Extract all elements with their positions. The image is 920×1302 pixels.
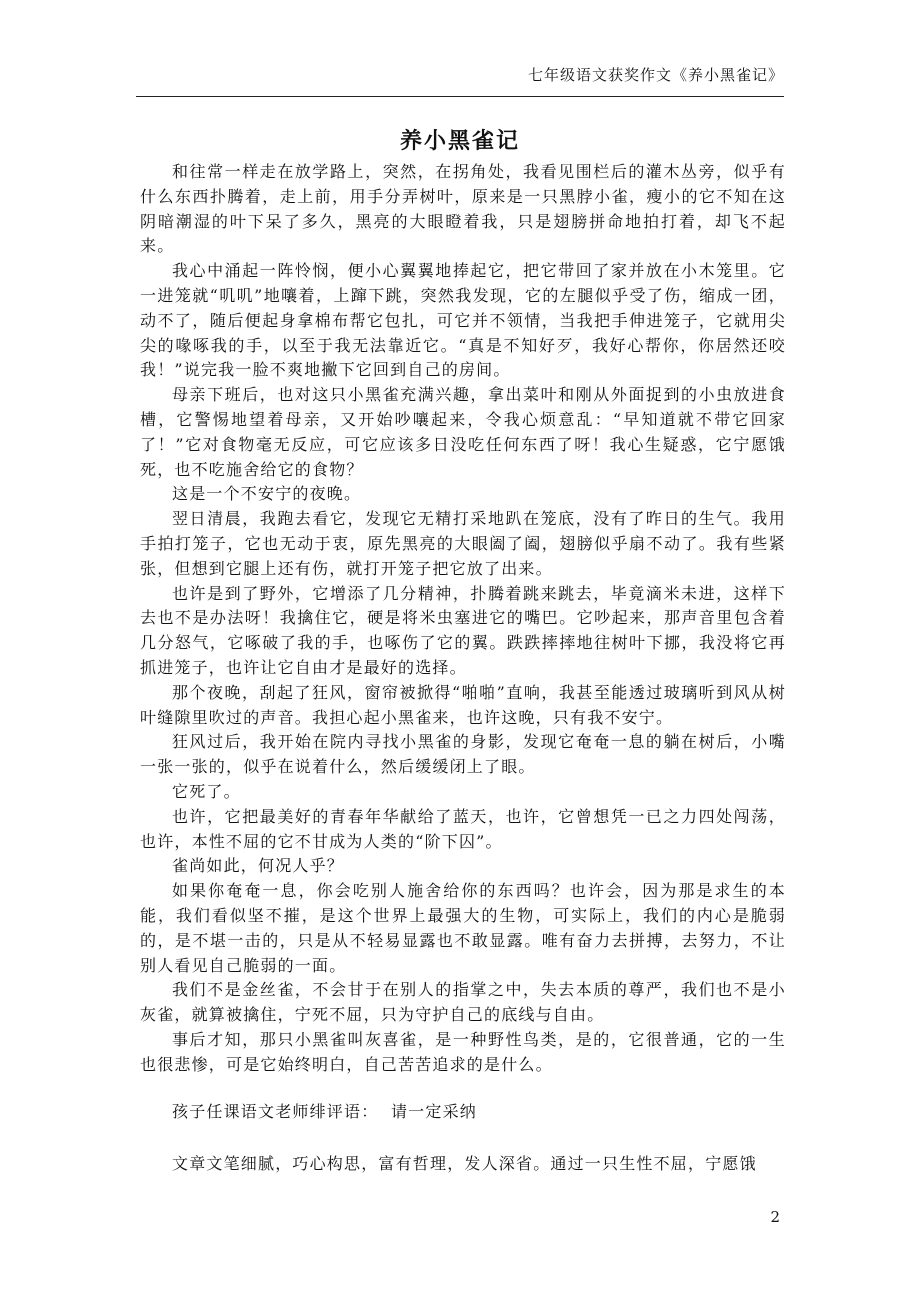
paragraph: 雀尚如此，何况人乎？ (172, 856, 345, 876)
paragraph: 如果你奄奄一息，你会吃别人施舍给你的东西吗？也许会，因为那是求生的本能，我们看似坚不摧，是这个世界上最强大的生物，可实际上，我们的内心是脆弱的，是不堪一击的，只是从不轻易显露也不敢显露。唯有奋力去拼搏，去努力，不让别人看见自己脆弱的一面。 (140, 881, 786, 975)
paragraph: 狂风过后，我开始在院内寻找小黑雀的身影，发现它奄奄一息的躺在树后，小嘴一张一张的，似乎在说着什么，然后缓缓闭上了眼。 (140, 732, 786, 777)
paragraph: 我心中涌起一阵怜悯，便小心翼翼地捧起它，把它带回了家并放在小木笼里。它一进笼就“叽叽”地嚷着，上蹿下跳，突然我发现，它的左腿似乎受了伤，缩成一团，动不了，随后便起身拿棉布帮它包扎，可它并不领情，当我把手伸进笼子，它就用尖尖的喙啄我的手，以至于我无法靠近它。“真是不知好歹，我好心帮你，你居然还咬我！”说完我一脸不爽地撇下它回到自己的房间。 (140, 261, 786, 380)
essay-body (140, 160, 786, 1077)
paragraph: 翌日清晨，我跑去看它，发现它无精打采地趴在笼底，没有了昨日的生气。我用手拍打笼子，它也无动于衷，原先黑亮的大眼阖了阖，翅膀似乎扇不动了。我有些紧张，但想到它腿上还有伤，就打开笼子把它放了出来。 (140, 509, 786, 578)
page-number: 2 (770, 1208, 780, 1226)
running-header: 七年级语文获奖作文《养小黑雀记》 (527, 66, 784, 84)
paragraph: 事后才知，那只小黑雀叫灰喜雀，是一种野性鸟类，是的，它很普通，它的一生也很悲惨，可是它始终明白，自己苦苦追求的是什么。 (140, 1029, 786, 1074)
essay-title: 养小黑雀记 (399, 128, 520, 154)
paragraph: 我们不是金丝雀，不会甘于在别人的指掌之中，失去本质的尊严，我们也不是小灰雀，就算被擒住，宁死不屈，只为守护自己的底线与自由。 (140, 980, 786, 1025)
paragraph: 这是一个不安宁的夜晚。 (172, 484, 362, 504)
teacher-comment-text: 文章文笔细腻，巧心构思，富有哲理，发人深省。通过一只生性不屈，宁愿饿 (172, 1154, 757, 1173)
paragraph: 母亲下班后，也对这只小黑雀充满兴趣，拿出菜叶和刚从外面捉到的小虫放进食槽，它警惕地望着母亲，又开始吵嚷起来，令我心烦意乱：“早知道就不带它回家了！”它对食物毫无反应，可它应该多日没吃任何东西了呀！我心生疑惑，它宁愿饿死，也不吃施舍给它的食物？ (140, 385, 786, 479)
teacher-comment (140, 1100, 786, 1176)
paragraph: 那个夜晚，刮起了狂风，窗帘被掀得“啪啪”直响，我甚至能透过玻璃听到风从树叶缝隙里吹过的声音。我担心起小黑雀来，也许这晚，只有我不安宁。 (140, 682, 786, 727)
paragraph: 也许，它把最美好的青春年华献给了蓝天，也许，它曾想凭一已之力四处闯荡，也许，本性不屈的它不甘成为人类的“阶下囚”。 (140, 806, 786, 851)
header-divider (136, 96, 784, 97)
paragraph: 和往常一样走在放学路上，突然，在拐角处，我看见围栏后的灌木丛旁，似乎有什么东西扑腾着，走上前，用手分弄树叶，原来是一只黑脖小雀，瘦小的它不知在这阴暗潮湿的叶下呆了多久，黑亮的大眼瞪着我，只是翅膀拼命地拍打着，却飞不起来。 (140, 162, 786, 256)
paragraph: 也许是到了野外，它增添了几分精神，扑腾着跳来跳去，毕竟滴米未进，这样下去也不是办法呀！我擒住它，硬是将米虫塞进它的嘴巴。它吵起来，那声音里包含着几分怒气，它啄破了我的手，也啄伤了它的翼。跌跌摔摔地往树叶下挪，我没将它再抓进笼子，也许让它自由才是最好的选择。 (140, 583, 786, 677)
teacher-comment-title: 孩子任课语文老师绯评语： 请一定采纳 (172, 1102, 477, 1121)
paragraph: 它死了。 (172, 781, 241, 801)
